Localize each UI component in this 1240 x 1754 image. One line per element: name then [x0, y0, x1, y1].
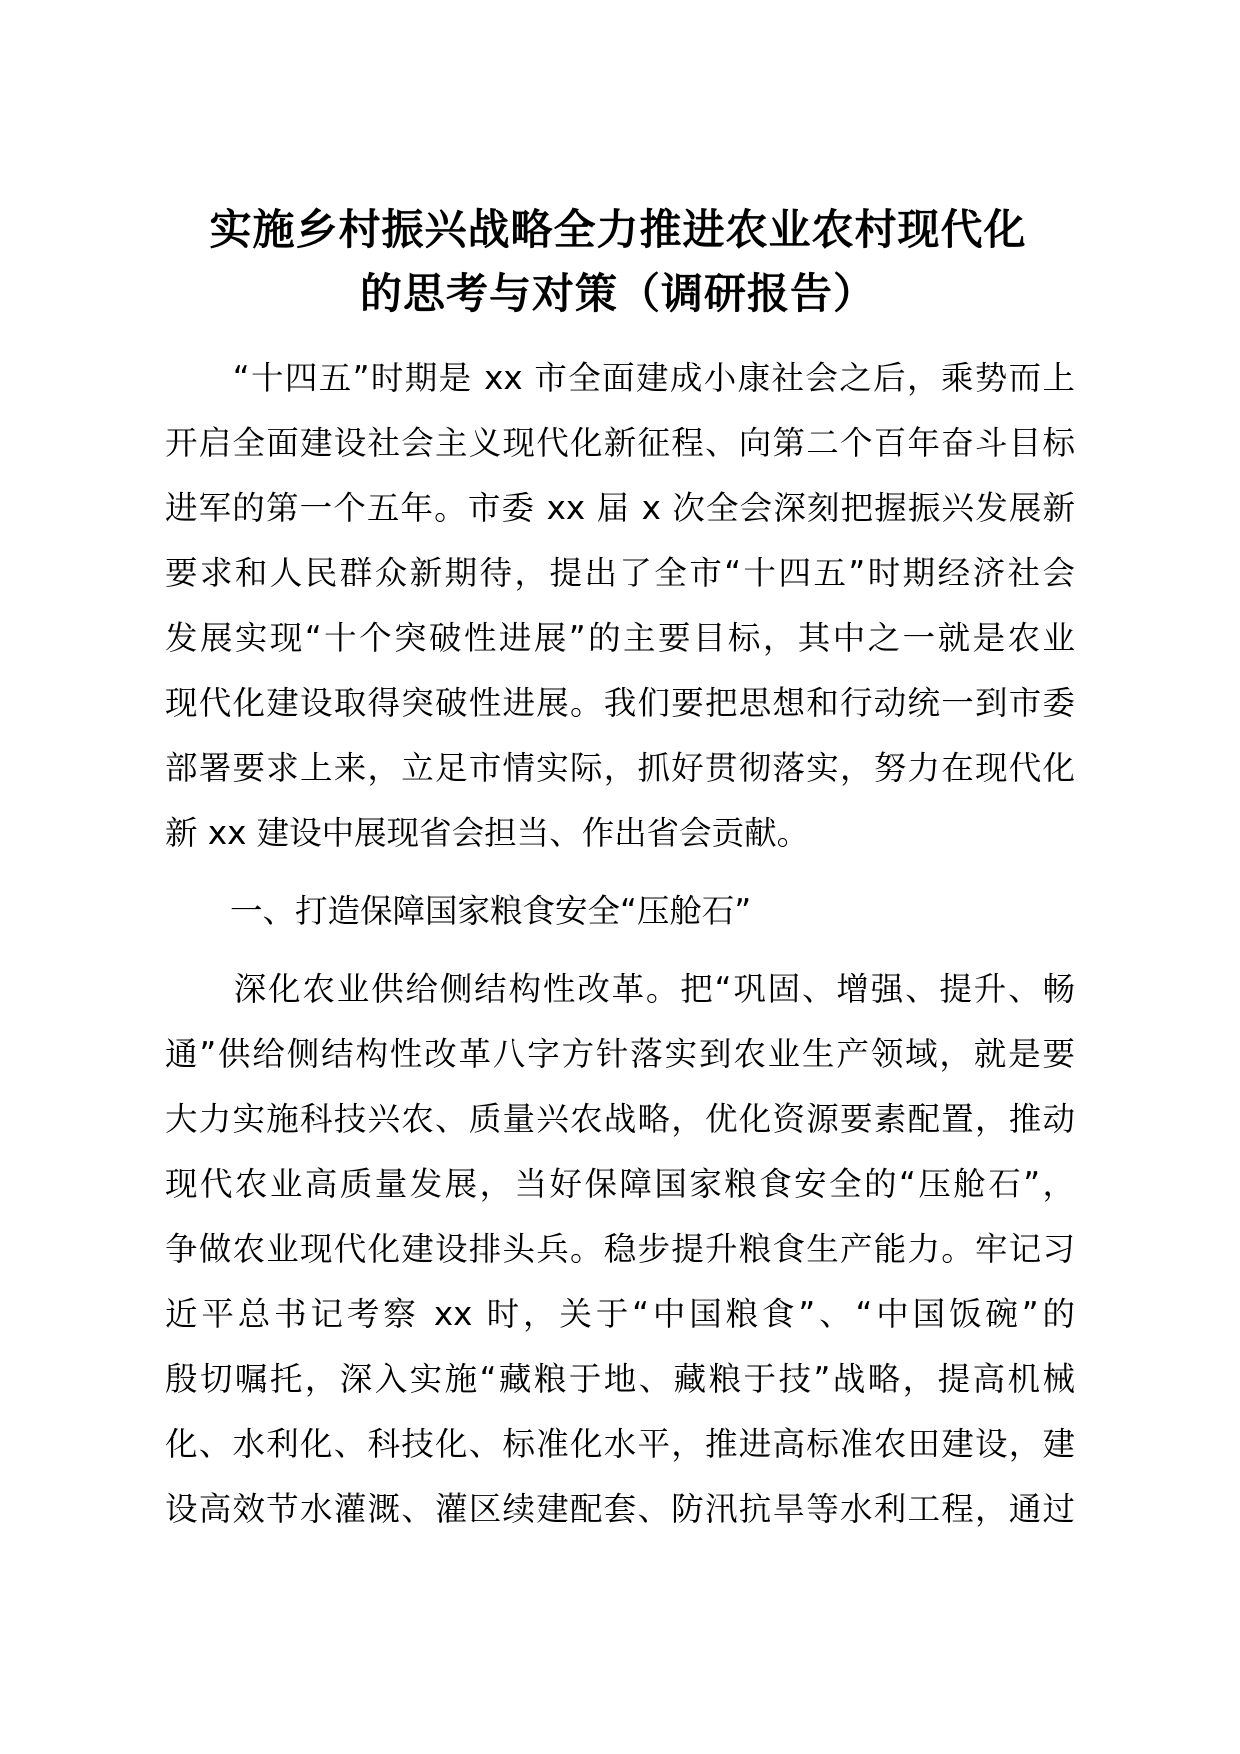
text-line: 深化农业供给侧结构性改革。把“巩固、增强、提升、畅 — [165, 970, 1075, 1008]
text-line: 殷切嘱托，深入实施“藏粮于地、藏粮于技”战略，提高机械 — [165, 1360, 1075, 1398]
document-title — [150, 198, 1086, 326]
text-line: 新 xx 建设中展现省会担当、作出省会贡献。 — [165, 814, 810, 852]
text-line: 进军的第一个五年。市委 xx 届 x 次全会深刻把握振兴发展新 — [165, 489, 1075, 527]
text-line: 近平总书记考察 xx 时，关于“中国粮食”、“中国饭碗”的 — [165, 1295, 1075, 1333]
text-line: 发展实现“十个突破性进展”的主要目标，其中之一就是农业 — [165, 619, 1075, 657]
document-body — [165, 346, 1075, 1542]
paragraph-gap — [165, 944, 1075, 957]
text-line: “十四五”时期是 xx 市全面建成小康社会之后，乘势而上 — [165, 359, 1075, 397]
paragraph-intro — [165, 346, 1075, 866]
text-line: 要求和人民群众新期待，提出了全市“十四五”时期经济社会 — [165, 554, 1075, 592]
text-line: 设高效节水灌溉、灌区续建配套、防汛抗旱等水利工程，通过 — [165, 1490, 1075, 1528]
text-line: 现代农业高质量发展，当好保障国家粮食安全的“压舱石”， — [165, 1165, 1075, 1203]
section-heading — [165, 879, 1075, 944]
paragraph-section-one — [165, 957, 1075, 1542]
section-heading-text: 一、打造保障国家粮食安全“压舱石” — [165, 892, 752, 930]
paragraph-gap — [165, 866, 1075, 879]
title-line: 实施乡村振兴战略全力推进农业农村现代化 — [209, 205, 1027, 254]
title-line: 的思考与对策（调研报告） — [359, 269, 876, 318]
text-line: 通”供给侧结构性改革八字方针落实到农业生产领域，就是要 — [165, 1035, 1075, 1073]
text-line: 部署要求上来，立足市情实际，抓好贯彻落实，努力在现代化 — [165, 749, 1075, 787]
text-line: 开启全面建设社会主义现代化新征程、向第二个百年奋斗目标 — [165, 424, 1075, 462]
text-line: 大力实施科技兴农、质量兴农战略，优化资源要素配置，推动 — [165, 1100, 1075, 1138]
text-line: 现代化建设取得突破性进展。我们要把思想和行动统一到市委 — [165, 684, 1075, 722]
text-line: 化、水利化、科技化、标准化水平，推进高标准农田建设，建 — [165, 1425, 1075, 1463]
text-line: 争做农业现代化建设排头兵。稳步提升粮食生产能力。牢记习 — [165, 1230, 1075, 1268]
